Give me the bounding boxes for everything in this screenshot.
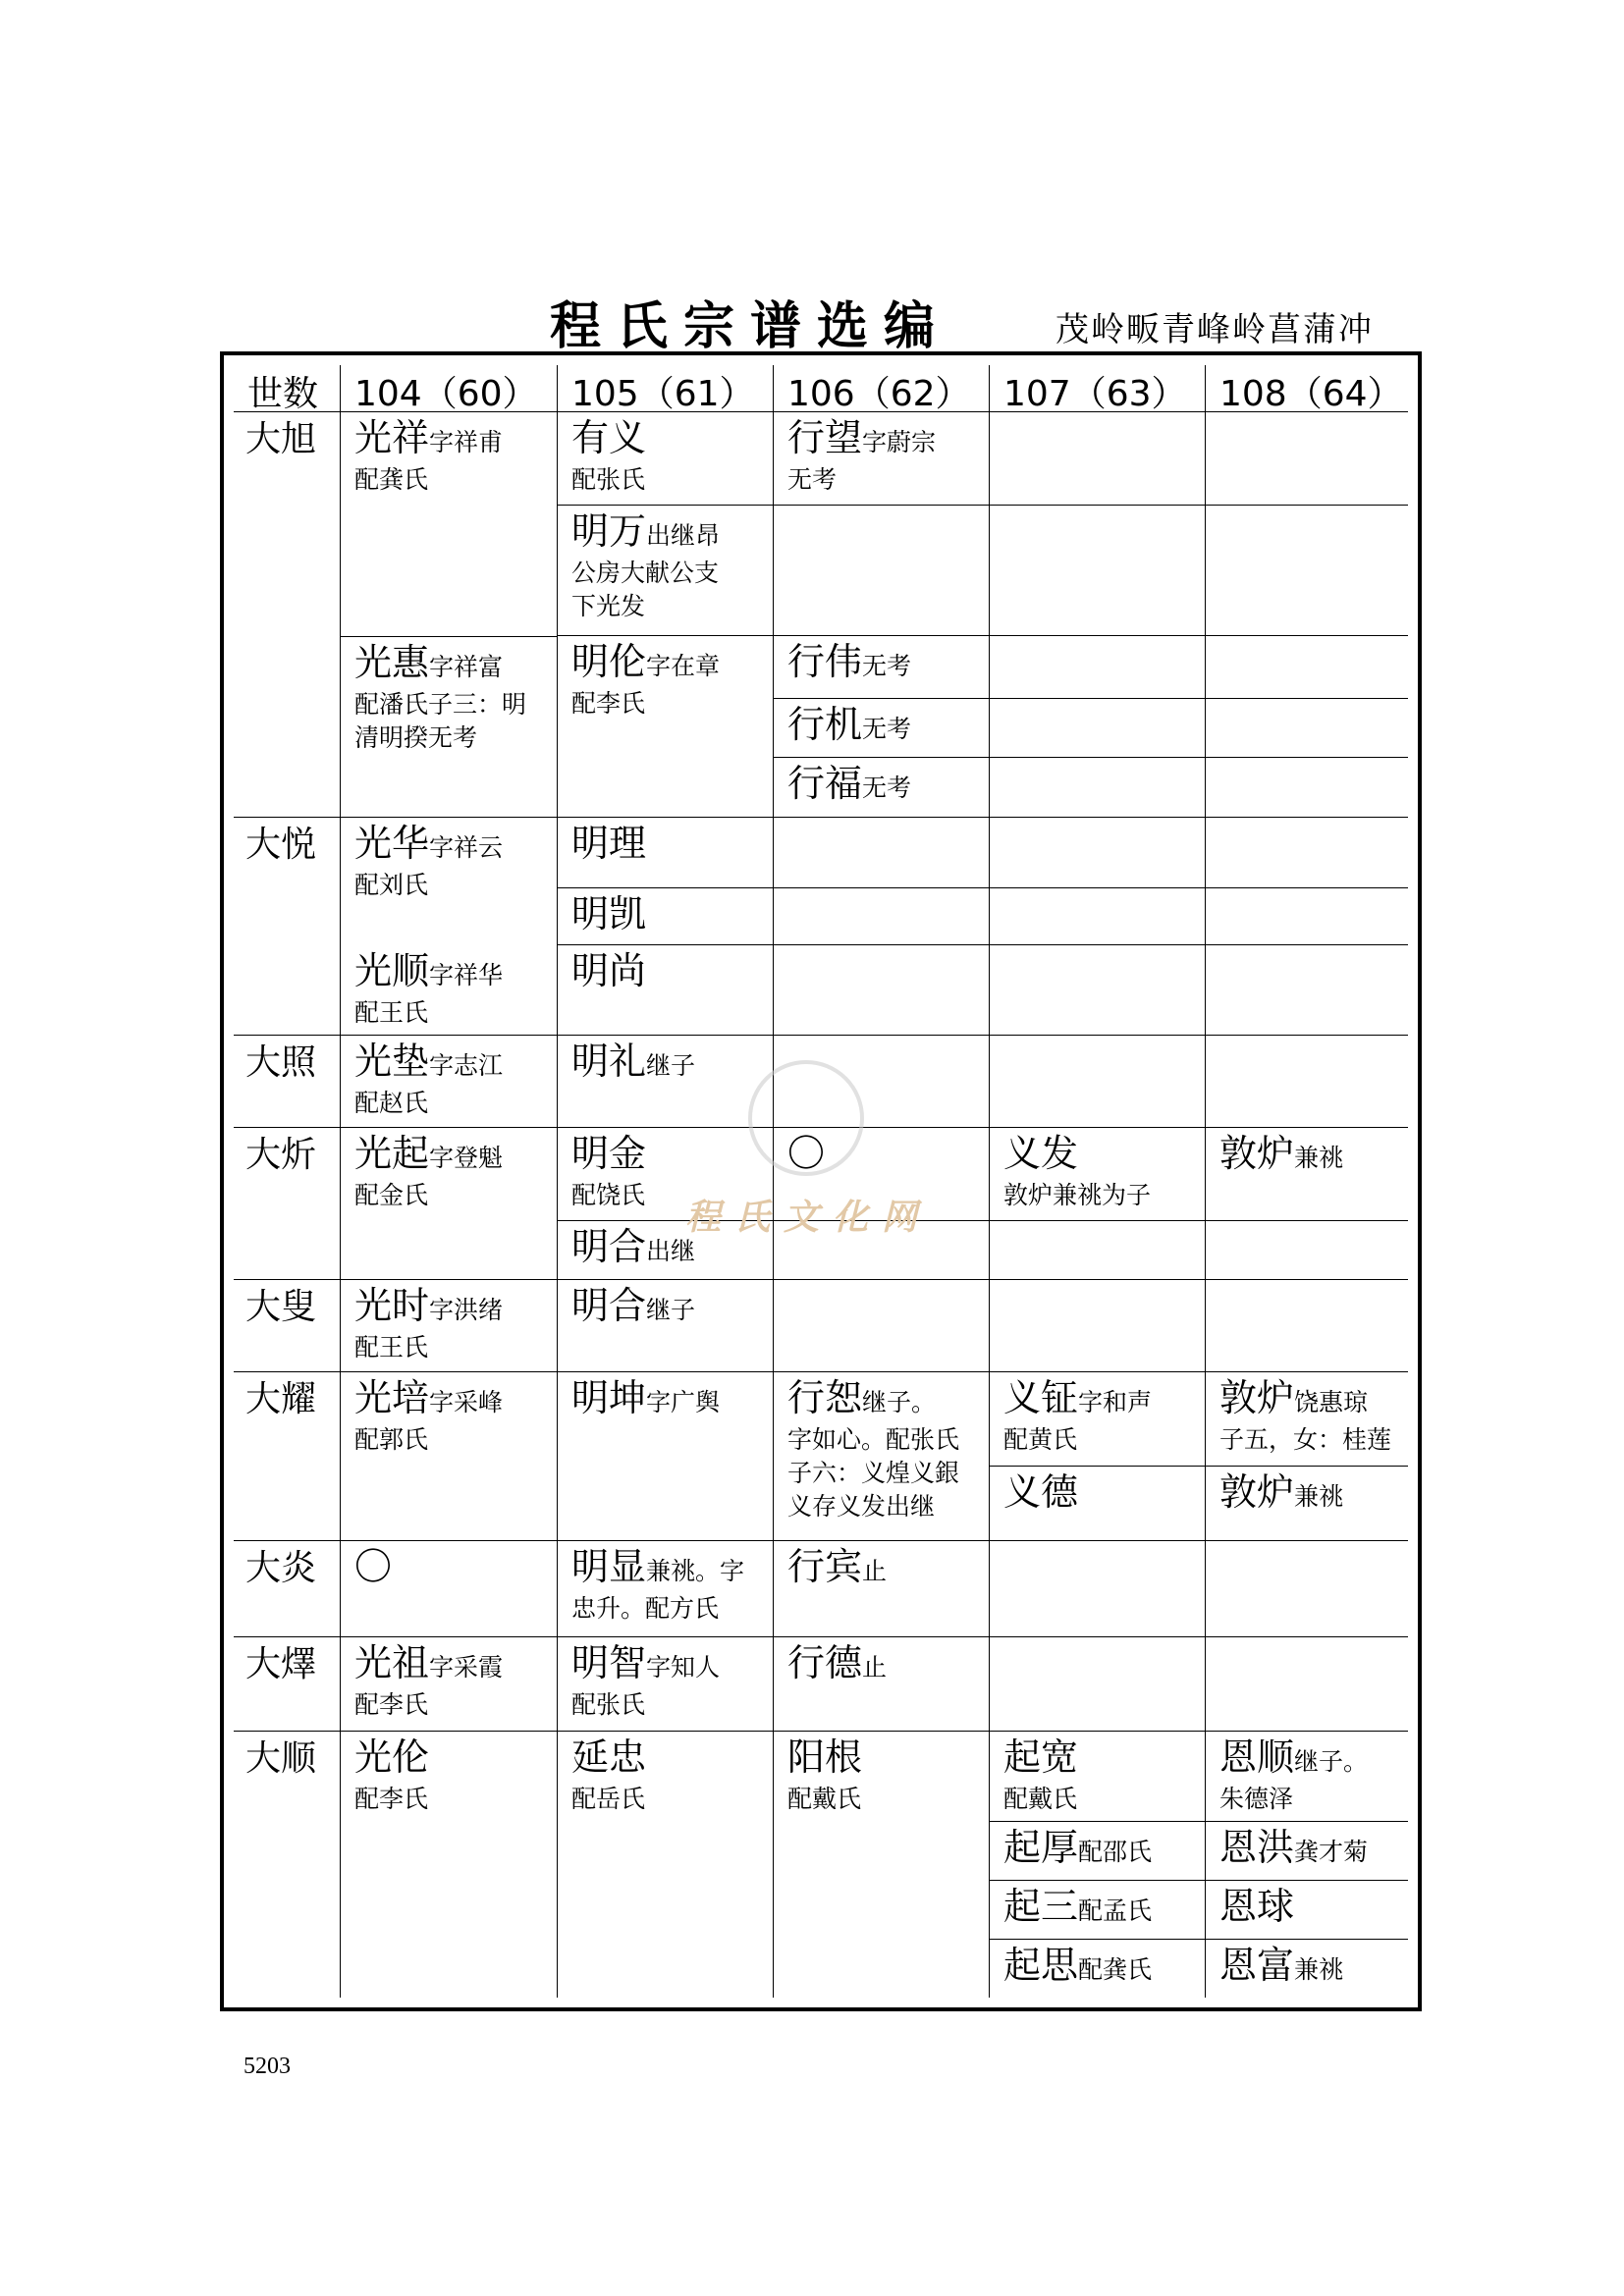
person-cell bbox=[558, 945, 774, 1036]
person-detail: 配王氏 bbox=[354, 997, 429, 1027]
empty-cell bbox=[990, 1221, 1206, 1280]
person-name: 光时 bbox=[354, 1284, 430, 1327]
person-detail: 下光发 bbox=[571, 591, 646, 620]
person-name: 光华 bbox=[354, 822, 430, 865]
person-name: 义发 bbox=[1003, 1132, 1079, 1175]
person-cell bbox=[341, 1372, 558, 1541]
person-name: 明尚 bbox=[571, 949, 647, 992]
person-cell bbox=[990, 1732, 1206, 1822]
person-note: 字洪绪 bbox=[429, 1296, 504, 1324]
empty-cell bbox=[1206, 506, 1408, 636]
person-cell bbox=[558, 1541, 774, 1637]
person-note: 兼祧 bbox=[1294, 1144, 1344, 1172]
location-subtitle: 茂岭畈青峰岭菖蒲冲 bbox=[1056, 310, 1374, 349]
generation-label: 大耀 bbox=[234, 1372, 341, 1541]
person-cell bbox=[1206, 1940, 1408, 1998]
person-detail: 配李氏 bbox=[354, 1689, 429, 1719]
person-cell bbox=[341, 945, 558, 1036]
person-name: 阳根 bbox=[787, 1735, 863, 1779]
person-cell bbox=[1206, 1881, 1408, 1940]
empty-cell bbox=[774, 888, 990, 945]
person-name: 明智 bbox=[571, 1641, 647, 1684]
person-detail: 配饶氏 bbox=[571, 1180, 646, 1209]
person-name: 明金 bbox=[571, 1132, 647, 1175]
person-detail: 配赵氏 bbox=[354, 1088, 429, 1117]
person-name: 敦炉 bbox=[1219, 1376, 1295, 1419]
person-note: 无考 bbox=[862, 715, 912, 743]
person-note: 字和声 bbox=[1078, 1388, 1153, 1416]
person-cell bbox=[990, 1822, 1206, 1881]
person-cell bbox=[774, 636, 990, 699]
person-note: 无考 bbox=[862, 652, 912, 680]
genealogy-table bbox=[234, 365, 1408, 1998]
person-name: 光伦 bbox=[354, 1735, 430, 1779]
person-cell bbox=[558, 1372, 774, 1541]
empty-cell bbox=[774, 1280, 990, 1372]
person-name: 明合 bbox=[571, 1284, 647, 1327]
person-note: 无考 bbox=[862, 774, 912, 802]
person-name: 光垫 bbox=[354, 1040, 430, 1083]
genealogy-table-frame bbox=[220, 351, 1422, 2011]
generation-label: 大顺 bbox=[234, 1732, 341, 1998]
person-name: 明凯 bbox=[571, 892, 647, 935]
person-name: 起思 bbox=[1003, 1944, 1079, 1987]
person-cell bbox=[774, 1372, 990, 1541]
person-detail: 无考 bbox=[787, 464, 838, 494]
empty-cell bbox=[1206, 1637, 1408, 1732]
person-cell bbox=[341, 412, 558, 636]
person-cell bbox=[558, 818, 774, 888]
generation-label: 大旭 bbox=[234, 412, 341, 818]
person-name: 起三 bbox=[1003, 1885, 1079, 1928]
empty-cell bbox=[990, 888, 1206, 945]
person-cell bbox=[990, 1372, 1206, 1467]
person-cell bbox=[1206, 1372, 1408, 1467]
empty-cell bbox=[774, 506, 990, 636]
empty-cell bbox=[1206, 818, 1408, 888]
person-detail: 配王氏 bbox=[354, 1332, 429, 1362]
person-note: 配孟氏 bbox=[1078, 1896, 1153, 1925]
person-note: 继子 bbox=[646, 1296, 696, 1324]
person-note: 配邵氏 bbox=[1078, 1838, 1153, 1866]
person-cell bbox=[990, 1128, 1206, 1221]
header-108: 108（64） bbox=[1206, 365, 1408, 412]
person-detail: 朱德泽 bbox=[1219, 1784, 1294, 1813]
person-detail: 义存义发出继 bbox=[787, 1491, 936, 1521]
person-note: 字祥华 bbox=[429, 961, 504, 989]
person-note: 字知人 bbox=[646, 1653, 721, 1682]
person-cell bbox=[341, 636, 558, 818]
header-105: 105（61） bbox=[558, 365, 774, 412]
empty-cell bbox=[990, 412, 1206, 506]
person-cell bbox=[774, 758, 990, 818]
person-cell bbox=[341, 1280, 558, 1372]
generation-label: 大叟 bbox=[234, 1280, 341, 1372]
person-cell bbox=[341, 1541, 558, 1637]
person-note: 字登魁 bbox=[429, 1144, 504, 1172]
person-detail: 配戴氏 bbox=[787, 1784, 862, 1813]
person-cell bbox=[1206, 1822, 1408, 1881]
empty-cell bbox=[990, 699, 1206, 758]
page-title: 程氏宗谱选编 bbox=[550, 296, 951, 356]
person-name: 行恕 bbox=[787, 1376, 863, 1419]
person-name: 敦炉 bbox=[1219, 1470, 1295, 1514]
person-note: 字祥云 bbox=[429, 833, 504, 862]
person-name: 有义 bbox=[571, 416, 647, 459]
person-detail: 敦炉兼祧为子 bbox=[1003, 1180, 1152, 1209]
person-cell bbox=[558, 1036, 774, 1128]
generation-label: 大照 bbox=[234, 1036, 341, 1128]
unknown-person-circle: 〇 bbox=[787, 1132, 826, 1175]
person-detail: 配戴氏 bbox=[1003, 1784, 1078, 1813]
person-note: 字采霞 bbox=[429, 1653, 504, 1682]
empty-cell bbox=[990, 1280, 1206, 1372]
person-detail: 清明揆无考 bbox=[354, 722, 478, 752]
person-note: 出继 bbox=[646, 1237, 696, 1265]
person-name: 光起 bbox=[354, 1132, 430, 1175]
person-name: 行伟 bbox=[787, 640, 863, 683]
person-name: 明万 bbox=[571, 509, 647, 553]
person-name: 明理 bbox=[571, 822, 647, 865]
person-detail: 配金氏 bbox=[354, 1180, 429, 1209]
empty-cell bbox=[1206, 945, 1408, 1036]
person-cell bbox=[990, 1881, 1206, 1940]
person-detail: 配龚氏 bbox=[354, 464, 429, 494]
person-detail: 子六：义煌义銀 bbox=[787, 1458, 960, 1487]
empty-cell bbox=[1206, 636, 1408, 699]
person-detail: 配刘氏 bbox=[354, 870, 429, 899]
person-note: 饶惠琼 bbox=[1294, 1388, 1369, 1416]
person-note: 兼祧。字 bbox=[646, 1557, 745, 1585]
empty-cell bbox=[990, 945, 1206, 1036]
person-detail: 公房大献公支 bbox=[571, 558, 720, 587]
person-name: 光培 bbox=[354, 1376, 430, 1419]
unknown-person-circle: 〇 bbox=[354, 1545, 393, 1588]
person-name: 行望 bbox=[787, 416, 863, 459]
person-cell bbox=[341, 1036, 558, 1128]
empty-cell bbox=[1206, 758, 1408, 818]
person-name: 明礼 bbox=[571, 1040, 647, 1083]
empty-cell bbox=[990, 758, 1206, 818]
generation-label: 大悦 bbox=[234, 818, 341, 1036]
person-cell bbox=[558, 636, 774, 818]
generation-label: 大炎 bbox=[234, 1541, 341, 1637]
person-cell bbox=[558, 412, 774, 506]
person-cell bbox=[558, 1732, 774, 1998]
person-name: 行宾 bbox=[787, 1545, 863, 1588]
person-detail: 配黄氏 bbox=[1003, 1424, 1078, 1454]
person-note: 字广舆 bbox=[646, 1388, 721, 1416]
person-cell bbox=[341, 1128, 558, 1280]
seal-logo bbox=[748, 1060, 864, 1176]
person-name: 光祥 bbox=[354, 416, 430, 459]
person-note: 字祥富 bbox=[429, 653, 504, 681]
person-cell bbox=[774, 1637, 990, 1732]
person-detail: 配潘氏子三：明 bbox=[354, 689, 527, 719]
person-detail: 配岳氏 bbox=[571, 1784, 646, 1813]
person-cell bbox=[1206, 1467, 1408, 1541]
person-note: 止 bbox=[862, 1653, 888, 1682]
generation-label: 大燡 bbox=[234, 1637, 341, 1732]
person-name: 恩球 bbox=[1219, 1885, 1295, 1928]
person-name: 明伦 bbox=[571, 640, 647, 683]
person-note: 出继昂 bbox=[646, 521, 721, 550]
person-cell bbox=[558, 506, 774, 636]
person-cell bbox=[774, 412, 990, 506]
person-cell bbox=[341, 1637, 558, 1732]
watermark-text: 程氏文化网 bbox=[685, 1198, 932, 1238]
person-name: 明坤 bbox=[571, 1376, 647, 1419]
person-name: 光顺 bbox=[354, 949, 430, 992]
empty-cell bbox=[1206, 888, 1408, 945]
empty-cell bbox=[1206, 699, 1408, 758]
person-note: 字蔚宗 bbox=[862, 428, 937, 456]
header-generation: 世数 bbox=[234, 365, 341, 412]
empty-cell bbox=[774, 818, 990, 888]
empty-cell bbox=[990, 1541, 1206, 1637]
person-name: 行福 bbox=[787, 762, 863, 805]
person-cell bbox=[1206, 1128, 1408, 1221]
header-107: 107（63） bbox=[990, 365, 1206, 412]
empty-cell bbox=[990, 818, 1206, 888]
person-detail: 配郭氏 bbox=[354, 1424, 429, 1454]
person-name: 起厚 bbox=[1003, 1826, 1079, 1869]
person-cell bbox=[558, 1637, 774, 1732]
person-detail: 字如心。配张氏 bbox=[787, 1424, 960, 1454]
person-note: 止 bbox=[862, 1557, 888, 1585]
person-name: 行机 bbox=[787, 703, 863, 746]
person-note: 龚才菊 bbox=[1294, 1838, 1369, 1866]
person-note: 字祥甫 bbox=[429, 428, 504, 456]
empty-cell bbox=[774, 945, 990, 1036]
person-cell bbox=[774, 699, 990, 758]
person-note: 继子。 bbox=[862, 1388, 937, 1416]
person-cell bbox=[341, 1732, 558, 1998]
person-note: 兼祧 bbox=[1294, 1955, 1344, 1984]
person-name: 恩洪 bbox=[1219, 1826, 1295, 1869]
empty-cell bbox=[990, 636, 1206, 699]
person-note: 继子。 bbox=[1294, 1747, 1369, 1776]
empty-cell bbox=[1206, 1280, 1408, 1372]
empty-cell bbox=[1206, 1221, 1408, 1280]
person-name: 恩顺 bbox=[1219, 1735, 1295, 1779]
person-note: 字采峰 bbox=[429, 1388, 504, 1416]
empty-cell bbox=[1206, 412, 1408, 506]
person-detail: 配李氏 bbox=[354, 1784, 429, 1813]
page-number: 5203 bbox=[244, 2054, 291, 2079]
person-name: 义钲 bbox=[1003, 1376, 1079, 1419]
header-104: 104（60） bbox=[341, 365, 558, 412]
person-cell bbox=[558, 1280, 774, 1372]
generation-label: 大炘 bbox=[234, 1128, 341, 1280]
person-detail: 配张氏 bbox=[571, 1689, 646, 1719]
person-detail: 忠升。配方氏 bbox=[571, 1593, 720, 1623]
person-detail: 配张氏 bbox=[571, 464, 646, 494]
person-cell bbox=[341, 818, 558, 945]
person-note: 字在章 bbox=[646, 652, 721, 680]
person-detail: 子五，女：桂莲 bbox=[1219, 1424, 1392, 1454]
empty-cell bbox=[1206, 1541, 1408, 1637]
person-name: 起宽 bbox=[1003, 1735, 1079, 1779]
person-cell bbox=[1206, 1732, 1408, 1822]
person-name: 延忠 bbox=[571, 1735, 647, 1779]
empty-cell bbox=[990, 506, 1206, 636]
person-cell bbox=[558, 888, 774, 945]
person-note: 兼祧 bbox=[1294, 1482, 1344, 1511]
person-cell bbox=[774, 1541, 990, 1637]
person-cell bbox=[990, 1467, 1206, 1541]
person-name: 恩富 bbox=[1219, 1944, 1295, 1987]
person-note: 字志江 bbox=[429, 1051, 504, 1080]
empty-cell bbox=[990, 1637, 1206, 1732]
person-name: 光祖 bbox=[354, 1641, 430, 1684]
person-name: 义德 bbox=[1003, 1470, 1079, 1514]
person-name: 明显 bbox=[571, 1545, 647, 1588]
header-106: 106（62） bbox=[774, 365, 990, 412]
person-cell bbox=[990, 1940, 1206, 1998]
person-name: 明合 bbox=[571, 1225, 647, 1268]
empty-cell bbox=[1206, 1036, 1408, 1128]
empty-cell bbox=[990, 1036, 1206, 1128]
person-detail: 配李氏 bbox=[571, 688, 646, 718]
person-name: 行德 bbox=[787, 1641, 863, 1684]
person-note: 继子 bbox=[646, 1051, 696, 1080]
person-name: 光惠 bbox=[354, 641, 430, 684]
person-name: 敦炉 bbox=[1219, 1132, 1295, 1175]
person-cell bbox=[774, 1732, 990, 1998]
person-note: 配龚氏 bbox=[1078, 1955, 1153, 1984]
